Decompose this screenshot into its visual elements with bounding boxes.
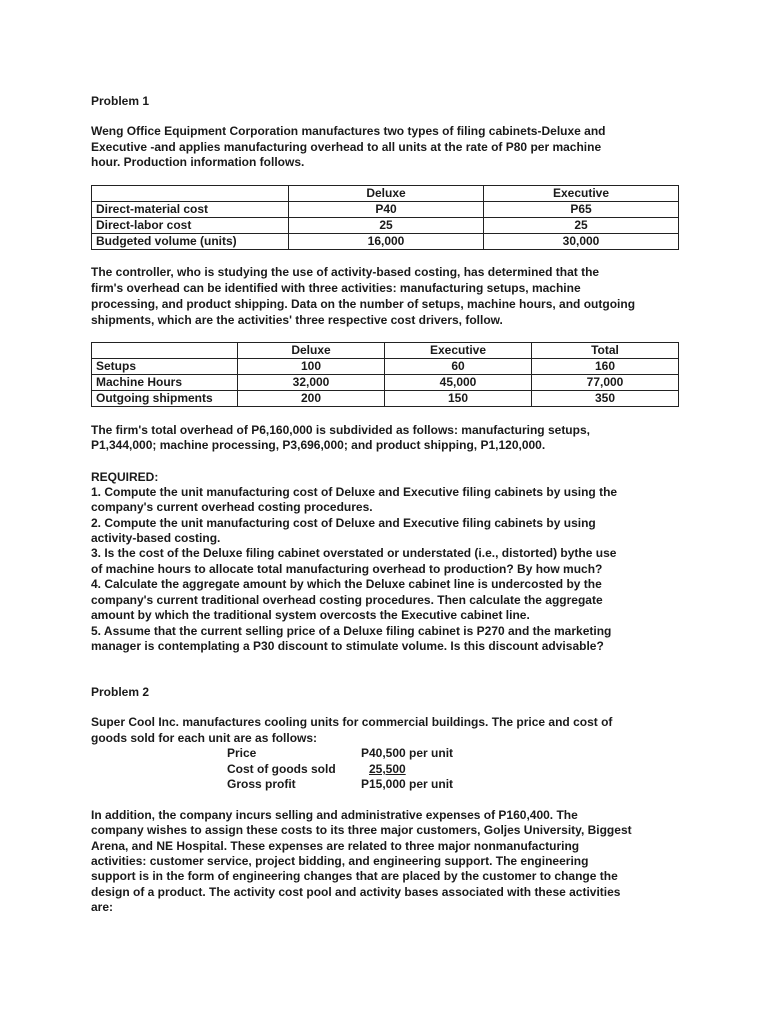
problem2-title: Problem 2 bbox=[91, 685, 150, 699]
table-cell: Direct-labor cost bbox=[92, 218, 289, 234]
controller-text-line: shipments, which are the activities' three respective cost drivers, follow. bbox=[91, 313, 503, 327]
table-cell: P40 bbox=[289, 202, 484, 218]
overhead-text-line: The firm's total overhead of P6,160,000 is subdivided as follows: manufacturing setups, bbox=[91, 423, 590, 437]
table-header-cell: Executive bbox=[484, 186, 679, 202]
table-header-cell: Executive bbox=[385, 343, 532, 359]
table-cell: 60 bbox=[385, 359, 532, 375]
controller-text-line: The controller, who is studying the use of activity-based costing, has determined that the bbox=[91, 265, 600, 279]
table-header-cell: Total bbox=[532, 343, 679, 359]
table-cell: 160 bbox=[532, 359, 679, 375]
problem2-body-line: design of a product. The activity cost pool and activity bases associated with these activities bbox=[91, 885, 621, 899]
price-label: Price bbox=[227, 746, 257, 760]
required-item-line: company's current traditional overhead costing procedures. Then calculate the aggregate bbox=[91, 593, 603, 607]
table-cell: Direct-material cost bbox=[92, 202, 289, 218]
table-header-cell: Deluxe bbox=[289, 186, 484, 202]
table-cell: 100 bbox=[238, 359, 385, 375]
problem2-body-line: are: bbox=[91, 900, 114, 914]
table-row bbox=[92, 391, 679, 407]
problem2-body-line: company wishes to assign these costs to its three major customers, Goljes University, Biggest bbox=[91, 823, 632, 837]
required-item-line: of machine hours to allocate total manufacturing overhead to production? By how much? bbox=[91, 562, 603, 576]
table-cell: 25 bbox=[484, 218, 679, 234]
required-item-line: company's current overhead costing procedures. bbox=[91, 500, 373, 514]
required-item-line: amount by which the traditional system overcosts the Executive cabinet line. bbox=[91, 608, 530, 622]
table-header-cell: Deluxe bbox=[238, 343, 385, 359]
table-cell: Machine Hours bbox=[92, 375, 238, 391]
overhead-text-line: P1,344,000; machine processing, P3,696,000; and product shipping, P1,120,000. bbox=[91, 438, 546, 452]
required-item-line: manager is contemplating a P30 discount to stimulate volume. Is this discount advisable? bbox=[91, 639, 604, 653]
problem1-title: Problem 1 bbox=[91, 94, 150, 108]
table-header-cell bbox=[92, 343, 238, 359]
controller-text-line: firm's overhead can be identified with three activities: manufacturing setups, machine bbox=[91, 281, 581, 295]
required-item-line: 3. Is the cost of the Deluxe filing cabinet overstated or understated (i.e., distorted) bythe use bbox=[91, 546, 617, 560]
table-cell: 350 bbox=[532, 391, 679, 407]
table-cell: 30,000 bbox=[484, 234, 679, 250]
problem1-intro-line: Executive -and applies manufacturing overhead to all units at the rate of P80 per machine bbox=[91, 140, 602, 154]
table-row bbox=[92, 202, 679, 218]
table-cell: 150 bbox=[385, 391, 532, 407]
table-cell: Outgoing shipments bbox=[92, 391, 238, 407]
table-cell: Setups bbox=[92, 359, 238, 375]
problem2-body-line: activities: customer service, project bidding, and engineering support. The engineering bbox=[91, 854, 589, 868]
table-row bbox=[92, 234, 679, 250]
table-cell: 25 bbox=[289, 218, 484, 234]
required-item-line: activity-based costing. bbox=[91, 531, 221, 545]
problem2-body-line: In addition, the company incurs selling and administrative expenses of P160,400. The bbox=[91, 808, 578, 822]
cost-driver-table bbox=[91, 342, 679, 407]
problem2-intro-line: goods sold for each unit are as follows: bbox=[91, 731, 318, 745]
table-row bbox=[92, 359, 679, 375]
problem2-intro-line: Super Cool Inc. manufactures cooling units for commercial buildings. The price and cost of bbox=[91, 715, 613, 729]
table-cell: 77,000 bbox=[532, 375, 679, 391]
table-row bbox=[92, 218, 679, 234]
cogs-value: 25,500 bbox=[369, 762, 406, 776]
table-header-row bbox=[92, 343, 679, 359]
table-cell: 45,000 bbox=[385, 375, 532, 391]
table-cell: 16,000 bbox=[289, 234, 484, 250]
required-label: REQUIRED: bbox=[91, 470, 159, 484]
required-item-line: 5. Assume that the current selling price of a Deluxe filing cabinet is P270 and the marketing bbox=[91, 624, 612, 638]
problem1-intro-line: hour. Production information follows. bbox=[91, 155, 305, 169]
required-item-line: 2. Compute the unit manufacturing cost of Deluxe and Executive filing cabinets by using bbox=[91, 516, 596, 530]
table-cell: P65 bbox=[484, 202, 679, 218]
gross-profit-label: Gross profit bbox=[227, 777, 296, 791]
required-item-line: 4. Calculate the aggregate amount by which the Deluxe cabinet line is undercosted by the bbox=[91, 577, 602, 591]
problem2-body-line: support is in the form of engineering changes that are placed by the customer to change the bbox=[91, 869, 618, 883]
table-row bbox=[92, 375, 679, 391]
price-value: P40,500 per unit bbox=[361, 746, 454, 760]
cogs-label: Cost of goods sold bbox=[227, 762, 336, 776]
table-cell: Budgeted volume (units) bbox=[92, 234, 289, 250]
table-cell: 32,000 bbox=[238, 375, 385, 391]
required-item-line: 1. Compute the unit manufacturing cost of Deluxe and Executive filing cabinets by using the bbox=[91, 485, 618, 499]
problem1-intro-line: Weng Office Equipment Corporation manufactures two types of filing cabinets-Deluxe and bbox=[91, 124, 606, 138]
gross-profit-value: P15,000 per unit bbox=[361, 777, 454, 791]
table-header-row bbox=[92, 186, 679, 202]
production-info-table bbox=[91, 185, 679, 250]
problem2-body-line: Arena, and NE Hospital. These expenses are related to three major nonmanufacturing bbox=[91, 839, 580, 853]
table-cell: 200 bbox=[238, 391, 385, 407]
table-header-cell bbox=[92, 186, 289, 202]
controller-text-line: processing, and product shipping. Data on the number of setups, machine hours, and outgoing bbox=[91, 297, 636, 311]
